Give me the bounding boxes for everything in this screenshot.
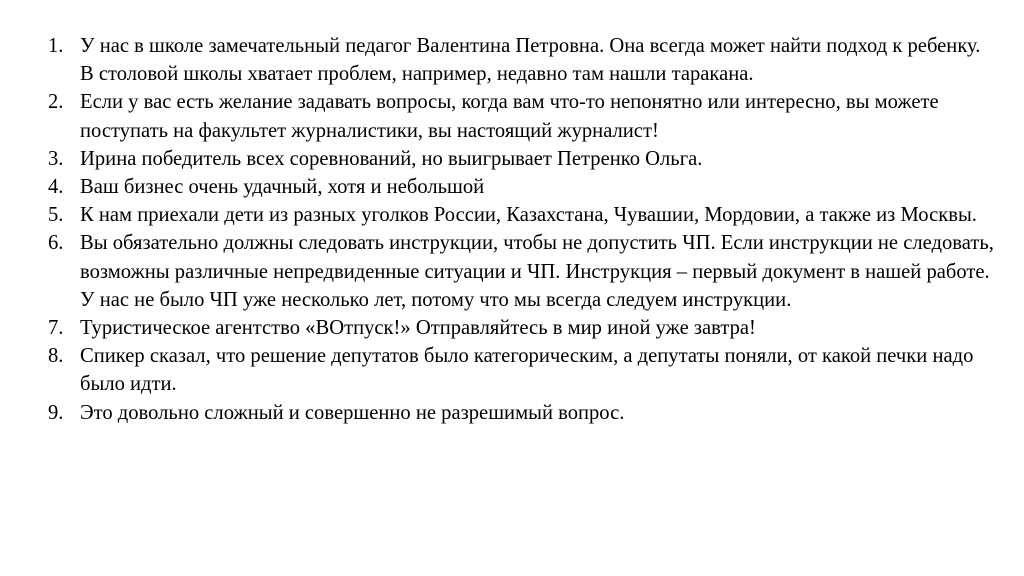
list-item: [48, 88, 998, 144]
list-item-text: Туристическое агентство «ВОтпуск!» Отправляйтесь в мир иной уже завтра!: [80, 317, 756, 340]
list-item-text: К нам приехали дети из разных уголков России, Казахстана, Чувашии, Мордовии, а также из Москвы.: [80, 204, 977, 227]
list-item: [48, 314, 998, 342]
list-item-text: Это довольно сложный и совершенно не разрешимый вопрос.: [80, 401, 625, 424]
list-item-number: 2.: [48, 91, 64, 114]
list-item: [48, 229, 998, 314]
list-item: [48, 32, 998, 88]
list-item: [48, 173, 998, 201]
list-item-text: Ирина победитель всех соревнований, но выигрывает Петренко Ольга.: [80, 147, 703, 170]
list-item-number: 9.: [48, 401, 64, 424]
list-item-number: 3.: [48, 147, 64, 170]
list-item-number: 5.: [48, 204, 64, 227]
list-item-text: У нас в школе замечательный педагог Валентина Петровна. Она всегда может найти подход к ребенку. В столовой школы хватает проблем, например, недавно там нашли таракана.: [80, 35, 981, 86]
list-item-number: 8.: [48, 345, 64, 368]
list-item: [48, 342, 998, 398]
list-item-text: Ваш бизнес очень удачный, хотя и небольшой: [80, 176, 485, 199]
list-item: [48, 201, 998, 229]
list-item: [48, 399, 998, 427]
list-item-number: 6.: [48, 232, 64, 255]
list-item-number: 7.: [48, 317, 64, 340]
list-item-number: 4.: [48, 176, 64, 199]
list-item-number: 1.: [48, 35, 64, 57]
list-item-text: Спикер сказал, что решение депутатов было категорическим, а депутаты поняли, от какой печки надо было идти.: [80, 345, 974, 396]
list-item-text: Если у вас есть желание задавать вопросы, когда вам что-то непонятно или интересно, вы можете поступать на факультет журналистики, вы настоящий журналист!: [80, 91, 939, 142]
numbered-list: [48, 32, 998, 427]
list-item-text: Вы обязательно должны следовать инструкции, чтобы не допустить ЧП. Если инструкции не следовать, возможны различные непредвиденные ситуации и ЧП. Инструкция – первый документ в нашей работе. У нас не было ЧП уже несколько лет, потому что мы всегда следуем инструкции.: [80, 232, 994, 311]
list-item: [48, 145, 998, 173]
